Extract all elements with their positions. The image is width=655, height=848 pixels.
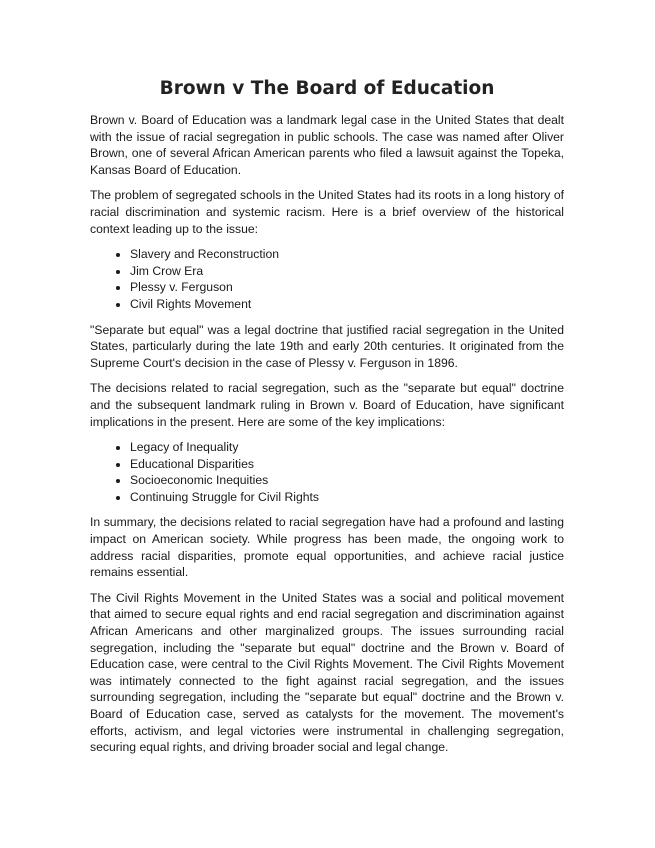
separate-but-equal-paragraph: "Separate but equal" was a legal doctrine that justified racial segregation in the United States, particularly during the late 19th and early 20th centuries. It originated from the Supreme Court's decision in the case of Plessy v. Ferguson in 1896. xyxy=(90,322,564,370)
implications-paragraph: The decisions related to racial segregation, such as the "separate but equal" doctrine and the subsequent landmark ruling in Brown v. Board of Education, have significant implications in the present. Here are some of the key implications: xyxy=(90,381,564,429)
list-item: • Plessy v. Ferguson xyxy=(130,279,564,296)
history-list xyxy=(90,246,564,312)
civil-rights-paragraph: The Civil Rights Movement in the United States was a social and political movement that aimed to secure equal rights and end racial segregation and discrimination against African Americans and other marginalized groups. The issues surrounding racial segregation, including the "separate but equal" doctrine and the Brown v. Board of Education case, were central to the Civil Rights Movement. The Civil Rights Movement was intimately connected to the fight against racial segregation, and the issues surrounding segregation, including the "separate but equal" doctrine and the Brown v. Board of Education case, served as catalysts for the movement. The movement's efforts, activism, and legal victories were instrumental in challenging segregation, securing equal rights, and driving broader social and legal change. xyxy=(90,590,564,755)
document-title: Brown v The Board of Education xyxy=(159,78,495,99)
implications-list xyxy=(90,439,564,505)
document-page xyxy=(90,76,564,765)
list-item: • Socioeconomic Inequities xyxy=(130,472,564,489)
list-item: • Educational Disparities xyxy=(130,456,564,473)
list-item: • Slavery and Reconstruction xyxy=(130,246,564,263)
history-paragraph: The problem of segregated schools in the United States had its roots in a long history of racial discrimination and systemic racism. Here is a brief overview of the historical context leading up to the issue: xyxy=(90,188,564,236)
list-item: • Continuing Struggle for Civil Rights xyxy=(130,489,564,506)
list-item: • Legacy of Inequality xyxy=(130,439,564,456)
summary-paragraph: In summary, the decisions related to racial segregation have had a profound and lasting impact on American society. While progress has been made, the ongoing work to address racial disparities, promote equal opportunities, and achieve racial justice remains essential. xyxy=(90,515,564,580)
list-item: • Jim Crow Era xyxy=(130,263,564,280)
intro-paragraph: Brown v. Board of Education was a landmark legal case in the United States that dealt with the issue of racial segregation in public schools. The case was named after Oliver Brown, one of several African American parents who filed a lawsuit against the Topeka, Kansas Board of Education. xyxy=(90,113,564,177)
list-item: • Civil Rights Movement xyxy=(130,296,564,313)
